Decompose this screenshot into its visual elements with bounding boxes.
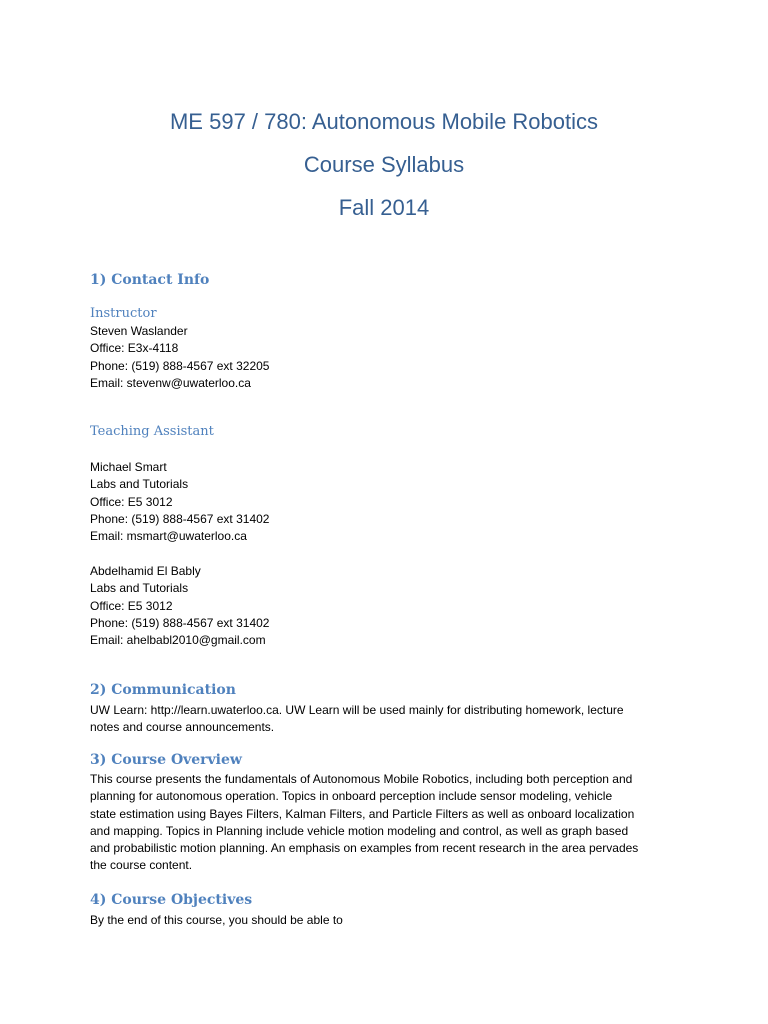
objectives-text: [90, 912, 690, 929]
instructor-heading: Instructor: [90, 306, 157, 321]
ta2-phone: Phone: (519) 888-4567 ext 31402: [90, 615, 270, 630]
ta1-name: Michael Smart: [90, 460, 167, 474]
ta-heading: Teaching Assistant: [90, 424, 214, 439]
overview-line: and mapping. Topics in Planning include vehicle motion modeling and control, as well as graph based: [90, 823, 629, 838]
overview-text: [90, 771, 690, 875]
instructor-office: Office: E3x-4118: [90, 341, 179, 356]
syllabus-subtitle: Course Syllabus: [303, 152, 465, 177]
instructor-info: [90, 323, 690, 392]
communication-line: notes and course announcements.: [90, 720, 275, 735]
ta2-email: Email: ahelbabl2010@gmail.com: [90, 633, 266, 648]
instructor-email: Email: stevenw@uwaterloo.ca: [90, 375, 251, 390]
overview-line: and probabilistic motion planning. An emphasis on examples from recent research in the area pervades: [90, 841, 639, 856]
section-heading-contact: 1) Contact Info: [90, 272, 210, 288]
ta2-role: Labs and Tutorials: [90, 581, 189, 596]
overview-line: planning for autonomous operation. Topics in onboard perception include sensor modeling, vehicle: [90, 789, 613, 804]
ta1-info: [90, 459, 690, 545]
section-heading-overview: 3) Course Overview: [90, 752, 242, 768]
ta2-info: [90, 563, 690, 649]
communication-text: [90, 702, 690, 737]
course-title: ME 597 / 780: Autonomous Mobile Robotics: [169, 109, 599, 134]
section-heading-communication: 2) Communication: [90, 682, 236, 698]
overview-line: the course content.: [90, 858, 193, 873]
term-title: Fall 2014: [338, 195, 430, 220]
ta2-name: Abdelhamid El Bably: [90, 564, 201, 578]
overview-line: This course presents the fundamentals of Autonomous Mobile Robotics, including both perception and: [90, 772, 633, 786]
communication-line: UW Learn: http://learn.uwaterloo.ca. UW Learn will be used mainly for distributing homework, lecture: [90, 703, 624, 717]
objectives-line: By the end of this course, you should be able to: [90, 913, 343, 927]
ta1-office: Office: E5 3012: [90, 494, 173, 509]
ta1-phone: Phone: (519) 888-4567 ext 31402: [90, 511, 270, 526]
ta1-role: Labs and Tutorials: [90, 477, 189, 492]
instructor-name: Steven Waslander: [90, 324, 188, 338]
ta2-office: Office: E5 3012: [90, 598, 173, 613]
section-heading-objectives: 4) Course Objectives: [90, 892, 253, 908]
instructor-phone: Phone: (519) 888-4567 ext 32205: [90, 358, 270, 373]
overview-line: state estimation using Bayes Filters, Kalman Filters, and Particle Filters as well as onboard localization: [90, 806, 635, 821]
ta1-email: Email: msmart@uwaterloo.ca: [90, 529, 247, 544]
